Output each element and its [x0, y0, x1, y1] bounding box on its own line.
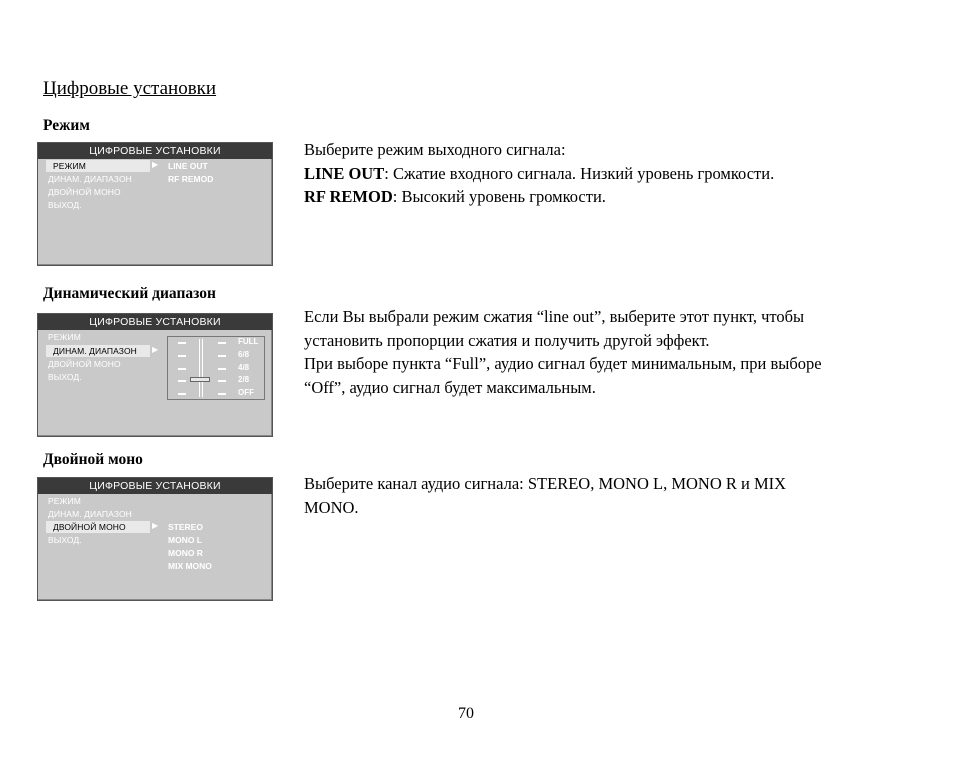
slider-tick	[178, 342, 186, 344]
desc-line: Выберите режим выходного сигнала:	[304, 140, 566, 159]
slider-tick	[178, 380, 186, 382]
desc-line: Выберите канал аудио сигнала: STEREO, MONO L, MONO R и MIX	[304, 474, 787, 493]
slider-tick	[178, 355, 186, 357]
slider-tick	[218, 368, 226, 370]
osd-screen-dual-mono	[37, 477, 273, 601]
slider-track	[199, 339, 203, 397]
osd-option-mix-mono[interactable]: MIX MONO	[168, 561, 212, 571]
arrow-right-icon: ▶	[152, 521, 159, 530]
term-rf-remod: RF REMOD	[304, 187, 393, 206]
slider-thumb[interactable]	[190, 377, 210, 382]
osd-menu-item-mode[interactable]: РЕЖИМ	[46, 160, 150, 172]
osd-option-mono-r[interactable]: MONO R	[168, 548, 203, 558]
osd-menu-item-dual-mono[interactable]: ДВОЙНОЙ МОНО	[46, 521, 150, 533]
osd-screen-dynamic-range	[37, 313, 273, 437]
section-heading-dual-mono: Двойной моно	[43, 451, 143, 468]
osd-menu-item-dual-mono[interactable]: ДВОЙНОЙ МОНО	[48, 359, 121, 369]
desc-line: “Off”, аудио сигнал будет максимальным.	[304, 377, 596, 397]
osd-menu-item-dynamic-range[interactable]: ДИНАМ. ДИАПАЗОН	[48, 174, 132, 184]
level-label-2-8: 2/8	[238, 375, 250, 384]
level-label-4-8: 4/8	[238, 363, 250, 372]
description-dynamic-range	[304, 305, 904, 399]
osd-option-line-out[interactable]: LINE OUT	[168, 161, 208, 171]
osd-option-stereo[interactable]: STEREO	[168, 522, 203, 532]
desc-line: MONO.	[304, 497, 359, 517]
slider-tick	[218, 380, 226, 382]
slider-tick	[218, 355, 226, 357]
desc-line: При выборе пункта “Full”, аудио сигнал будет минимальным, при выборе	[304, 354, 822, 373]
level-label-off: OFF	[238, 388, 254, 397]
osd-header: ЦИФРОВЫЕ УСТАНОВКИ	[38, 478, 272, 494]
description-dual-mono	[304, 472, 904, 519]
term-line-out: LINE OUT	[304, 163, 385, 183]
section-heading-dynamic-range: Динамический диапазон	[43, 285, 216, 302]
term-text: : Сжатие входного сигнала. Низкий уровень громкости.	[384, 163, 775, 183]
dynamic-range-slider[interactable]	[167, 336, 265, 400]
slider-tick	[218, 342, 226, 344]
page-number: 70	[458, 705, 474, 722]
desc-line: установить пропорции сжатия и получить другой эффект.	[304, 330, 710, 350]
level-label-full: FULL	[238, 337, 259, 346]
slider-tick	[178, 393, 186, 395]
osd-menu-item-exit[interactable]: ВЫХОД.	[48, 372, 82, 382]
arrow-right-icon: ▶	[152, 345, 159, 354]
arrow-right-icon: ▶	[152, 160, 159, 169]
osd-menu-item-dual-mono[interactable]: ДВОЙНОЙ МОНО	[48, 187, 121, 197]
osd-menu-item-exit[interactable]: ВЫХОД.	[48, 535, 82, 545]
osd-menu-item-dynamic-range[interactable]: ДИНАМ. ДИАПАЗОН	[48, 509, 132, 519]
osd-menu-item-exit[interactable]: ВЫХОД.	[48, 200, 82, 210]
desc-line	[304, 162, 904, 186]
osd-option-mono-l[interactable]: MONO L	[168, 535, 202, 545]
level-label-6-8: 6/8	[238, 350, 250, 359]
slider-tick	[218, 393, 226, 395]
desc-line	[304, 185, 904, 209]
osd-menu-item-mode[interactable]: РЕЖИМ	[48, 496, 81, 506]
osd-header: ЦИФРОВЫЕ УСТАНОВКИ	[38, 143, 272, 159]
section-heading-mode: Режим	[43, 117, 90, 134]
term-text: : Высокий уровень громкости.	[392, 187, 606, 206]
desc-line: Если Вы выбрали режим сжатия “line out”, выберите этот пункт, чтобы	[304, 307, 805, 326]
osd-header: ЦИФРОВЫЕ УСТАНОВКИ	[38, 314, 272, 330]
slider-tick	[178, 368, 186, 370]
osd-screen-mode	[37, 142, 273, 266]
page-title: Цифровые установки	[43, 78, 217, 99]
osd-menu-item-dynamic-range[interactable]: ДИНАМ. ДИАПАЗОН	[46, 345, 150, 357]
osd-option-rf-remod[interactable]: RF REMOD	[168, 174, 214, 184]
description-mode	[304, 138, 904, 209]
osd-menu-item-mode[interactable]: РЕЖИМ	[48, 332, 81, 342]
